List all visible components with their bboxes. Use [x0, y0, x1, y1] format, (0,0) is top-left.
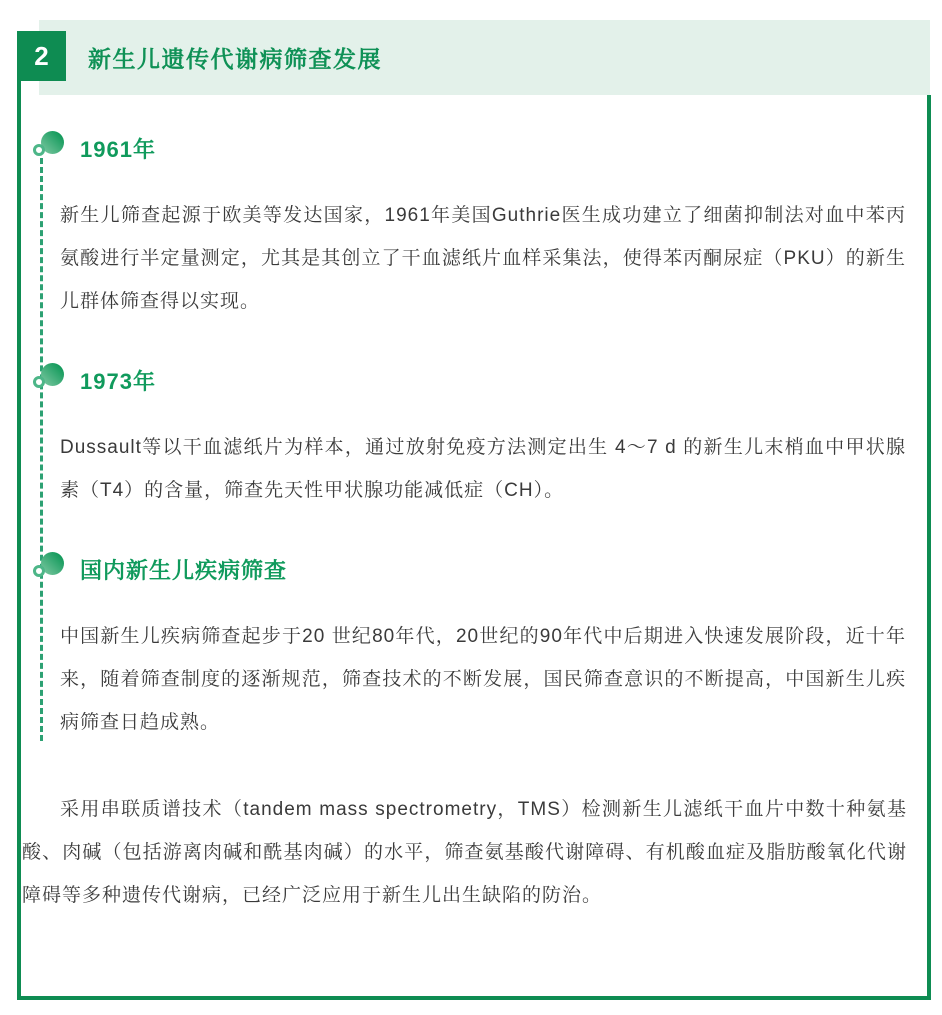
timeline [30, 128, 910, 744]
timeline-marker-icon [30, 361, 66, 399]
timeline-ring-icon [33, 376, 45, 388]
timeline-entry-body: 中国新生儿疾病筛查起步于20 世纪80年代，20世纪的90年代中后期进入快速发展阶段，近十年来，随着筛查制度的逐渐规范，筛查技术的不断发展，国民筛查意识的不断提高，中国新生儿疾病筛查日趋成熟。 [60, 626, 906, 733]
timeline-entry-domestic-screening [30, 549, 910, 744]
timeline-entry-title: 国内新生儿疾病筛查 [80, 557, 288, 583]
timeline-marker-icon [30, 550, 66, 588]
timeline-entry-header [30, 360, 910, 400]
frame-left-border [17, 81, 21, 1000]
section-header-band [39, 20, 930, 95]
timeline-ring-icon [33, 565, 45, 577]
timeline-entry-body: 新生儿筛查起源于欧美等发达国家，1961年美国Guthrie医生成功建立了细菌抑制法对血中苯丙氨酸进行半定量测定，尤其是其创立了干血滤纸片血样采集法，使得苯丙酮尿症（PKU）的新生儿群体筛查得以实现。 [60, 205, 906, 312]
timeline-entry-title: 1973年 [80, 368, 156, 394]
closing-paragraph: 采用串联质谱技术（tandem mass spectrometry，TMS）检测新生儿滤纸干血片中数十种氨基酸、肉碱（包括游离肉碱和酰基肉碱）的水平，筛查氨基酸代谢障碍、有机酸血症及脂肪酸氧化代谢障碍等多种遗传代谢病，已经广泛应用于新生儿出生缺陷的防治。 [22, 799, 907, 906]
timeline-entry-1961 [30, 128, 910, 323]
frame-right-border [927, 95, 931, 1000]
timeline-entry-header [30, 128, 910, 168]
timeline-ring-icon [33, 144, 45, 156]
timeline-entry-title: 1961年 [80, 136, 156, 162]
section-number-badge: 2 [17, 31, 66, 81]
frame-bottom-border [17, 996, 931, 1000]
timeline-entry-header [30, 549, 910, 589]
section-title: 新生儿遗传代谢病筛查发展 [88, 46, 382, 72]
timeline-entry-1973 [30, 360, 910, 512]
timeline-entry-body: Dussault等以干血滤纸片为样本，通过放射免疫方法测定出生 4～7 d 的新生儿末梢血中甲状腺素（T4）的含量，筛查先天性甲状腺功能减低症（CH）。 [60, 437, 906, 501]
timeline-marker-icon [30, 129, 66, 167]
